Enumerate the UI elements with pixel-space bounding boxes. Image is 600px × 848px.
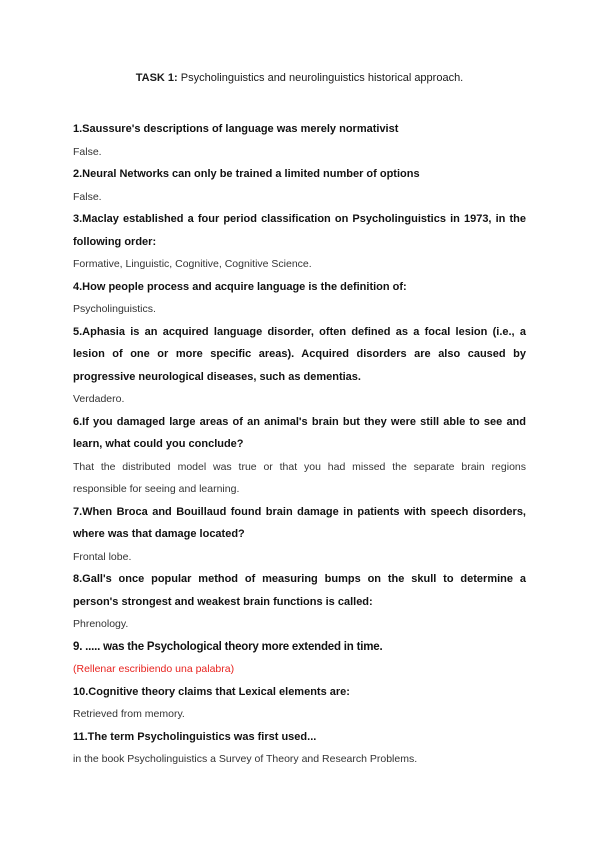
- question-4: 4.How people process and acquire language is the definition of:: [73, 280, 407, 293]
- title-text: Psycholinguistics and neurolinguistics historical approach.: [177, 72, 464, 84]
- question-6: 6.If you damaged large areas of an animal's brain but they were still able to see and learn, what could you conclude?: [73, 415, 526, 450]
- question-7: 7.When Broca and Bouillaud found brain damage in patients with speech disorders, where was that damage located?: [73, 505, 526, 540]
- answer-7: Frontal lobe.: [73, 550, 132, 563]
- question-9: 9. ..... was the Psychological theory more extended in time.: [73, 640, 383, 653]
- question-5: 5.Aphasia is an acquired language disorder, often defined as a focal lesion (i.e., a lesion of one or more specific areas). Acquired disorders are also caused by progressive neurological diseases, such as dementias.: [73, 325, 526, 383]
- question-8: 8.Gall's once popular method of measuring bumps on the skull to determine a person's strongest and weakest brain functions is called:: [73, 573, 526, 608]
- question-1: 1.Saussure's descriptions of language was merely normativist: [73, 123, 399, 135]
- answer-1: False.: [73, 145, 102, 158]
- question-11: 11.The term Psycholinguistics was first used...: [73, 730, 317, 743]
- answer-6: That the distributed model was true or that you had missed the separate brain regions responsible for seeing and learning.: [73, 460, 526, 495]
- answer-5: Verdadero.: [73, 393, 125, 405]
- question-3: 3.Maclay established a four period classification on Psycholinguistics in 1973, in the following order:: [73, 213, 526, 248]
- question-10: 10.Cognitive theory claims that Lexical elements are:: [73, 685, 350, 698]
- question-2: 2.Neural Networks can only be trained a limited number of options: [73, 168, 420, 180]
- answer-2: False.: [73, 190, 102, 203]
- document-title: [73, 72, 526, 84]
- title-prefix: TASK 1:: [135, 72, 178, 84]
- answer-4: Psycholinguistics.: [73, 303, 156, 315]
- answer-11: in the book Psycholinguistics a Survey of Theory and Research Problems.: [73, 753, 418, 765]
- answer-10: Retrieved from memory.: [73, 708, 185, 720]
- answer-8: Phrenology.: [73, 618, 129, 630]
- answer-9-instruction: (Rellenar escribiendo una palabra): [73, 663, 235, 675]
- answer-3: Formative, Linguistic, Cognitive, Cognitive Science.: [73, 258, 312, 270]
